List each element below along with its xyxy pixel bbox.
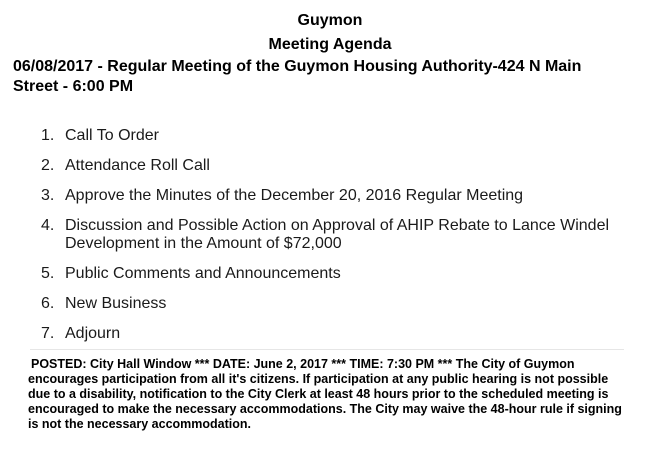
agenda-item-text: Discussion and Possible Action on Approval of AHIP Rebate to Lance Windel Development in the Amount of $72,000 [65, 217, 610, 252]
agenda-item-number: 7. [41, 325, 55, 342]
agenda-item-number: 5. [41, 265, 55, 282]
organization-title: Guymon [297, 12, 363, 29]
agenda-item-number: 2. [41, 157, 55, 174]
agenda-item-text: Adjourn [65, 325, 121, 342]
meeting-heading: 06/08/2017 - Regular Meeting of the Guymon Housing Authority-424 N Main Street - 6:00 PM [13, 58, 582, 95]
agenda-item-text: Approve the Minutes of the December 20, 2016 Regular Meeting [65, 187, 524, 204]
agenda-item-number: 4. [41, 217, 55, 234]
agenda-item-text: Attendance Roll Call [65, 157, 210, 174]
divider [30, 349, 624, 350]
agenda-item-number: 6. [41, 295, 55, 312]
posted-notice [28, 357, 628, 432]
page-title: Meeting Agenda [268, 36, 392, 53]
agenda-item-text: Call To Order [65, 127, 159, 144]
posted-notice-text: POSTED: City Hall Window *** DATE: June 2, 2017 *** TIME: 7:30 PM *** The City of Guymon encourages participation from all it's citizens. If participation at any public hearing is not possible due to a disability, notification to the City Clerk at least 48 hours prior to the scheduled meeting is encouraged to make the necessary accommodations. The City may waive the 48-hour rule if signing is not the necessary accommodation. [28, 357, 622, 431]
agenda-item-text: New Business [65, 295, 167, 312]
agenda-item-number: 3. [41, 187, 55, 204]
agenda-item-text: Public Comments and Announcements [65, 265, 341, 282]
agenda-item-number: 1. [41, 127, 55, 144]
